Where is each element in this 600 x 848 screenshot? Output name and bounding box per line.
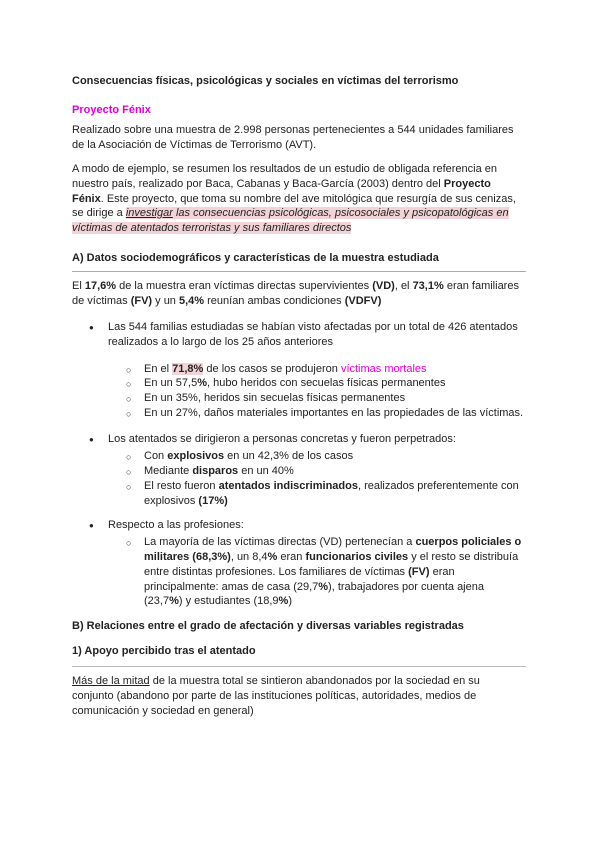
sub-list-item: El resto fueron atentados indiscriminados, realizados preferentemente con — [144, 480, 519, 492]
sub-list-item: Mediante disparos en un 40% — [144, 465, 294, 477]
section-heading-b: B) Relaciones entre el grado de afectación y diversas variables registradas — [72, 620, 464, 632]
paragraph-line: se dirige a investigar las consecuencias psicológicas, psicosociales y psicopatológicas en — [72, 207, 509, 219]
highlighted-text: víctimas de atentados terroristas y sus familiares directos — [72, 222, 352, 234]
paragraph-line: comunicación y sociedad en general) — [72, 705, 254, 717]
sub-list-item: En un 57,5%, hubo heridos con secuelas físicas permanentes — [144, 377, 446, 389]
section-proyecto-fenix: Proyecto Fénix — [72, 104, 151, 116]
sub-list-item: En un 27%, daños materiales importantes en las propiedades de las víctimas. — [144, 407, 524, 419]
paragraph-line: Fénix. Este proyecto, que toma su nombre del ave mitológica que resurgía de sus cenizas, — [72, 193, 516, 205]
section-divider — [72, 271, 526, 272]
paragraph-line: El 17,6% de la muestra eran víctimas directas supervivientes (VD), el 73,1% eran familiares — [72, 280, 519, 292]
sub-bullet-icon: ○ — [126, 452, 132, 462]
list-item: Las 544 familias estudiadas se habían visto afectadas por un total de 426 atentados — [108, 321, 518, 333]
highlighted-text: las consecuencias psicológicas, psicosociales y psicopatológicas en — [172, 207, 509, 219]
highlighted-text: 71,8% — [172, 363, 204, 375]
sub-bullet-icon: ○ — [126, 365, 132, 375]
bold-text: Proyecto — [443, 178, 491, 190]
bullet-icon: ● — [89, 323, 94, 332]
paragraph-line: de la Asociación de Víctimas de Terrorismo (AVT). — [72, 139, 317, 151]
list-item: Los atentados se dirigieron a personas concretas y fueron perpetrados: — [108, 433, 456, 445]
sub-list-item: En un 35%, heridos sin secuelas físicas permanentes — [144, 392, 406, 404]
sub-list-item: Con explosivos en un 42,3% de los casos — [144, 450, 354, 462]
sub-list-item: entre distintas profesiones. Los familiares de víctimas (FV) eran — [144, 566, 455, 578]
paragraph-line: Más de la mitad de la muestra total se sintieron abandonados por la sociedad en su — [72, 675, 480, 687]
paragraph-line: nuestro país, realizado por Baca, Cabanas y Baca-García (2003) dentro del Proyecto — [72, 178, 491, 190]
sub-list-item: explosivos (17%) — [144, 495, 228, 507]
sub-list-item: La mayoría de las víctimas directas (VD) pertenecían a cuerpos policiales o — [144, 536, 522, 548]
sub-bullet-icon: ○ — [126, 467, 132, 477]
sub-bullet-icon: ○ — [126, 538, 132, 548]
subsection-heading: 1) Apoyo percibido tras el atentado — [72, 645, 256, 657]
list-item: Respecto a las profesiones: — [108, 519, 244, 531]
paragraph-line — [72, 221, 351, 236]
bullet-icon: ● — [89, 435, 94, 444]
highlighted-text: investigar — [125, 207, 173, 219]
sub-list-item: (23,7%) y estudiantes (18,9%) — [144, 595, 292, 607]
sub-bullet-icon: ○ — [126, 379, 132, 389]
section-heading-a: A) Datos sociodemográficos y características de la muestra estudiada — [72, 252, 439, 264]
sub-bullet-icon: ○ — [126, 409, 132, 419]
sub-list-item: principalmente: amas de casa (29,7%), trabajadores por cuenta ajena — [144, 581, 484, 593]
paragraph-line: conjunto (abandono por parte de las instituciones políticas, autoridades, medios de — [72, 690, 477, 702]
bold-text: Fénix — [72, 193, 101, 205]
sub-list-item: militares (68,3%), un 8,4% eran funcionarios civiles y el resto se distribuía — [144, 551, 519, 563]
sub-bullet-icon: ○ — [126, 394, 132, 404]
paragraph-line: de víctimas (FV) y un 5,4% reunían ambas condiciones (VDFV) — [72, 295, 382, 307]
document-title: Consecuencias físicas, psicológicas y sociales en víctimas del terrorismo — [72, 75, 459, 87]
bullet-icon: ● — [89, 521, 94, 530]
sub-list-item: En el 71,8% de los casos se produjeron víctimas mortales — [144, 363, 427, 375]
paragraph-line: Realizado sobre una muestra de 2.998 personas pertenecientes a 544 unidades familiares — [72, 124, 514, 136]
list-item: realizados a lo largo de los 25 años anteriores — [108, 336, 334, 348]
section-divider — [72, 666, 526, 667]
sub-bullet-icon: ○ — [126, 482, 132, 492]
paragraph-line: A modo de ejemplo, se resumen los resultados de un estudio de obligada referencia en — [72, 163, 497, 175]
